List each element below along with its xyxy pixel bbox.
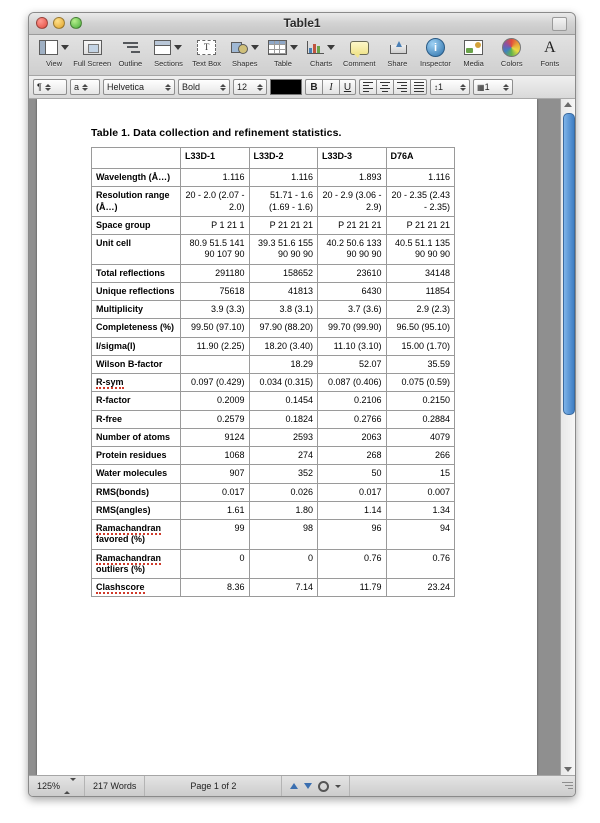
word-count: 217 Words (85, 776, 145, 796)
inspector-icon: i (426, 38, 445, 57)
column-header-blank (92, 148, 181, 169)
table-cell: 0.034 (0.315) (249, 374, 318, 392)
table-cell: 2.9 (2.3) (386, 301, 455, 319)
table-cell: 99.70 (99.90) (318, 319, 387, 337)
table-cell: 1.893 (318, 169, 387, 187)
stepper-icon (45, 84, 51, 91)
view-icon (39, 40, 58, 55)
zoom-button[interactable] (70, 17, 82, 29)
shapes-icon (231, 41, 248, 54)
close-button[interactable] (36, 17, 48, 29)
table-cell: 1.116 (181, 169, 250, 187)
table-cell: 158652 (249, 264, 318, 282)
table-cell: 0.017 (181, 483, 250, 501)
table-caption: Table 1. Data collection and refinement statistics. (91, 127, 342, 139)
toolbar-button-text-box[interactable]: T Text Box (192, 42, 222, 68)
align-left-button[interactable] (359, 79, 376, 95)
row-header-cell: Resolution range (Å…) (92, 187, 181, 217)
table-cell: 0.017 (318, 483, 387, 501)
next-page-icon[interactable] (304, 783, 312, 789)
table-cell (181, 355, 250, 373)
table-cell: 0.097 (0.429) (181, 374, 250, 392)
font-style-value: Bold (182, 82, 201, 92)
format-bar (29, 76, 575, 99)
row-header-cell: Completeness (%) (92, 319, 181, 337)
table-cell: 0.026 (249, 483, 318, 501)
table-header-row (92, 148, 455, 169)
line-spacing-menu[interactable] (430, 79, 470, 95)
vertical-scrollbar[interactable] (560, 99, 575, 775)
table-cell: 11.79 (318, 579, 387, 597)
toolbar-button-share[interactable]: Share (378, 36, 416, 74)
table-cell: 3.8 (3.1) (249, 301, 318, 319)
row-header-cell: Ramachandran favored (%) (92, 520, 181, 550)
align-right-button[interactable] (393, 79, 410, 95)
table-cell: 1.116 (249, 169, 318, 187)
row-header-cell: Wavelength (Å…) (92, 169, 181, 187)
table-cell: 41813 (249, 282, 318, 300)
table-cell: 9124 (181, 428, 250, 446)
table-cell: 15 (386, 465, 455, 483)
column-header-l33d-3: L33D-3 (318, 148, 387, 169)
font-family-menu[interactable] (103, 79, 175, 95)
toolbar-button-comment[interactable]: Comment (340, 36, 378, 74)
table-cell: 23.24 (386, 579, 455, 597)
table-cell: 50 (318, 465, 387, 483)
table-row[interactable] (92, 216, 455, 234)
row-header-cell: R-factor (92, 392, 181, 410)
toolbar-button-inspector[interactable]: i Inspector (416, 36, 454, 74)
stepper-icon (257, 84, 263, 91)
table-cell: 907 (181, 465, 250, 483)
table-row[interactable] (92, 187, 455, 217)
table-cell: 0 (181, 549, 250, 579)
table-row[interactable] (92, 465, 455, 483)
scroll-down-arrow-icon[interactable] (564, 767, 572, 772)
share-icon (390, 41, 405, 54)
font-style-menu[interactable] (178, 79, 230, 95)
chart-icon (307, 41, 324, 54)
column-header-l33d-1: L33D-1 (181, 148, 250, 169)
stepper-icon (82, 84, 88, 91)
table-cell: 52.07 (318, 355, 387, 373)
table-cell: 20 - 2.0 (2.07 - 2.0) (181, 187, 250, 217)
table-cell: 11854 (386, 282, 455, 300)
main-toolbar (29, 35, 575, 76)
chevron-down-icon (174, 45, 182, 50)
page-indicator: Page 1 of 2 (145, 776, 282, 796)
table-cell: 15.00 (1.70) (386, 337, 455, 355)
chevron-down-icon (251, 45, 259, 50)
table-row[interactable] (92, 579, 455, 597)
scroll-up-arrow-icon[interactable] (564, 102, 572, 107)
fonts-icon: A (544, 39, 556, 56)
table-row[interactable] (92, 235, 455, 265)
chevron-down-icon[interactable] (335, 785, 341, 788)
toolbar-toggle-button[interactable] (552, 17, 567, 31)
outline-icon (123, 41, 138, 54)
table-cell: 0.2766 (318, 410, 387, 428)
stepper-icon (64, 781, 76, 791)
sections-icon (154, 40, 171, 55)
font-size-value: 12 (237, 82, 248, 92)
document-area (29, 99, 575, 775)
table-cell: 18.20 (3.40) (249, 337, 318, 355)
window-resize-handle[interactable] (561, 782, 573, 794)
table-cell: 20 - 2.9 (3.06 - 2.9) (318, 187, 387, 217)
toolbar-button-fonts[interactable]: A Fonts (540, 39, 560, 68)
table-cell: 0.76 (318, 549, 387, 579)
colors-icon (502, 38, 521, 57)
table-cell: P 21 21 21 (386, 216, 455, 234)
table-cell: 0.1454 (249, 392, 318, 410)
table-cell: 0.76 (386, 549, 455, 579)
table-cell: P 21 21 21 (249, 216, 318, 234)
row-header-cell: Space group (92, 216, 181, 234)
row-header-cell: Number of atoms (92, 428, 181, 446)
table-cell: 11.90 (2.25) (181, 337, 250, 355)
table-row[interactable] (92, 264, 455, 282)
scrollbar-thumb[interactable] (563, 113, 575, 415)
line-spacing-icon: ↕ (434, 82, 438, 92)
table-cell: 1068 (181, 447, 250, 465)
row-header-cell: Unit cell (92, 235, 181, 265)
table-cell: 1.14 (318, 501, 387, 519)
columns-value: 1 (484, 82, 490, 92)
window-title: Table1 (283, 16, 321, 30)
row-header-cell: RMS(angles) (92, 501, 181, 519)
table-cell: 0.075 (0.59) (386, 374, 455, 392)
title-bar[interactable] (29, 13, 575, 35)
table-cell: 352 (249, 465, 318, 483)
row-header-cell: R-free (92, 410, 181, 428)
table-cell: 2593 (249, 428, 318, 446)
toolbar-button-colors[interactable]: Colors (493, 36, 531, 74)
row-header-cell: Clashscore (92, 579, 181, 597)
table-cell: 35.59 (386, 355, 455, 373)
document-page[interactable] (37, 99, 537, 775)
text-style-group (305, 79, 356, 95)
font-family-value: Helvetica (107, 82, 145, 92)
table-row[interactable] (92, 428, 455, 446)
zoom-value: 125% (37, 781, 61, 791)
alignment-group (359, 79, 427, 95)
table-cell: 266 (386, 447, 455, 465)
table-cell: 0.2579 (181, 410, 250, 428)
minimize-button[interactable] (53, 17, 65, 29)
table-row[interactable] (92, 337, 455, 355)
table-cell: 274 (249, 447, 318, 465)
table-cell: 4079 (386, 428, 455, 446)
table-row[interactable] (92, 319, 455, 337)
stepper-icon (220, 84, 226, 91)
row-header-cell: Multiplicity (92, 301, 181, 319)
fullscreen-icon (83, 40, 102, 55)
table-row[interactable] (92, 549, 455, 579)
document-window (28, 12, 576, 797)
table-cell: 3.7 (3.6) (318, 301, 387, 319)
toolbar-button-media[interactable]: Media (455, 36, 493, 74)
table-cell: 75618 (181, 282, 250, 300)
table-cell: P 21 21 21 (318, 216, 387, 234)
table-cell: 1.80 (249, 501, 318, 519)
table-cell: 0.1824 (249, 410, 318, 428)
media-icon (464, 40, 483, 55)
table-cell: 40.2 50.6 133 90 90 90 (318, 235, 387, 265)
table-cell: 0.2150 (386, 392, 455, 410)
toolbar-button-outline[interactable]: Outline (111, 36, 149, 74)
table-cell: 8.36 (181, 579, 250, 597)
table-cell: 0.2884 (386, 410, 455, 428)
line-spacing-value: 1 (438, 82, 444, 92)
toolbar-button-view[interactable]: View (35, 36, 73, 74)
table-cell: 20 - 2.35 (2.43 - 2.35) (386, 187, 455, 217)
table-cell: 96.50 (95.10) (386, 319, 455, 337)
table-cell: 291180 (181, 264, 250, 282)
previous-page-icon[interactable] (290, 783, 298, 789)
table-row[interactable] (92, 392, 455, 410)
table-cell: 99.50 (97.10) (181, 319, 250, 337)
table-row[interactable] (92, 374, 455, 392)
table-row[interactable] (92, 520, 455, 550)
table-cell: 23610 (318, 264, 387, 282)
stepper-icon (165, 84, 171, 91)
table-cell: P 1 21 1 (181, 216, 250, 234)
table-row[interactable] (92, 447, 455, 465)
table-cell: 34148 (386, 264, 455, 282)
table-cell: 51.71 - 1.6 (1.69 - 1.6) (249, 187, 318, 217)
table-row[interactable] (92, 355, 455, 373)
table-cell: 99 (181, 520, 250, 550)
row-header-cell: Protein residues (92, 447, 181, 465)
table-cell: 0 (249, 549, 318, 579)
toolbar-button-sections[interactable]: Sections (149, 36, 187, 74)
table-body (92, 169, 455, 597)
table-row[interactable] (92, 282, 455, 300)
row-header-cell: Unique reflections (92, 282, 181, 300)
chevron-down-icon (327, 45, 335, 50)
table-cell: 18.29 (249, 355, 318, 373)
toolbar-button-charts[interactable]: Charts (302, 36, 340, 74)
table-cell: 94 (386, 520, 455, 550)
table-cell: 6430 (318, 282, 387, 300)
row-header-cell: Ramachandran outliers (%) (92, 549, 181, 579)
row-header-cell: Total reflections (92, 264, 181, 282)
paragraph-style-menu[interactable] (33, 79, 67, 95)
table-cell: 96 (318, 520, 387, 550)
table-cell: 39.3 51.6 155 90 90 90 (249, 235, 318, 265)
table-row[interactable] (92, 410, 455, 428)
toolbar-button-full-screen[interactable]: Full Screen (73, 36, 111, 74)
align-center-button[interactable] (376, 79, 393, 95)
stepper-icon (503, 84, 509, 91)
bold-button[interactable]: B (305, 79, 322, 95)
table-row[interactable] (92, 483, 455, 501)
columns-menu[interactable] (473, 79, 513, 95)
stepper-icon (460, 84, 466, 91)
row-header-cell: RMS(bonds) (92, 483, 181, 501)
table-icon (268, 40, 287, 55)
column-header-l33d-2: L33D-2 (249, 148, 318, 169)
table-cell: 0.007 (386, 483, 455, 501)
table-cell: 40.5 51.1 135 90 90 90 (386, 235, 455, 265)
table-cell: 0.2009 (181, 392, 250, 410)
status-bar (29, 775, 575, 796)
row-header-cell: Wilson B-factor (92, 355, 181, 373)
window-controls (36, 17, 82, 29)
toolbar-button-shapes[interactable]: Shapes (226, 36, 264, 74)
font-size-menu[interactable] (233, 79, 267, 95)
table-cell: 1.61 (181, 501, 250, 519)
chevron-down-icon (61, 45, 69, 50)
toolbar-button-table[interactable]: Table (264, 36, 302, 74)
table-cell: 98 (249, 520, 318, 550)
chevron-down-icon (290, 45, 298, 50)
underline-button[interactable]: U (339, 79, 356, 95)
page-navigation[interactable] (282, 776, 350, 796)
table-cell: 1.116 (386, 169, 455, 187)
table-row[interactable] (92, 169, 455, 187)
table-cell: 2063 (318, 428, 387, 446)
row-header-cell: I/sigma(I) (92, 337, 181, 355)
column-header-d76a: D76A (386, 148, 455, 169)
row-header-cell: R-sym (92, 374, 181, 392)
columns-icon: ▦ (477, 82, 485, 92)
table-cell: 11.10 (3.10) (318, 337, 387, 355)
page-scroll-region[interactable] (29, 99, 560, 775)
list-style-value: a (74, 82, 80, 92)
table-row[interactable] (92, 301, 455, 319)
table-cell: 7.14 (249, 579, 318, 597)
zoom-control[interactable] (35, 776, 85, 796)
table-cell: 97.90 (88.20) (249, 319, 318, 337)
table-cell: 3.9 (3.3) (181, 301, 250, 319)
align-justify-button[interactable] (410, 79, 427, 95)
paragraph-style-value: ¶ (37, 82, 42, 92)
table-cell: 0.087 (0.406) (318, 374, 387, 392)
table-cell: 80.9 51.5 141 90 107 90 (181, 235, 250, 265)
statistics-table[interactable] (91, 147, 455, 597)
italic-button[interactable]: I (322, 79, 339, 95)
text-color-swatch[interactable] (270, 79, 302, 95)
table-cell: 268 (318, 447, 387, 465)
table-cell: 0.2106 (318, 392, 387, 410)
row-header-cell: Water molecules (92, 465, 181, 483)
gear-icon[interactable] (318, 781, 329, 792)
table-cell: 1.34 (386, 501, 455, 519)
table-row[interactable] (92, 501, 455, 519)
list-style-menu[interactable] (70, 79, 100, 95)
textbox-icon: T (197, 40, 216, 55)
comment-icon (350, 41, 369, 55)
